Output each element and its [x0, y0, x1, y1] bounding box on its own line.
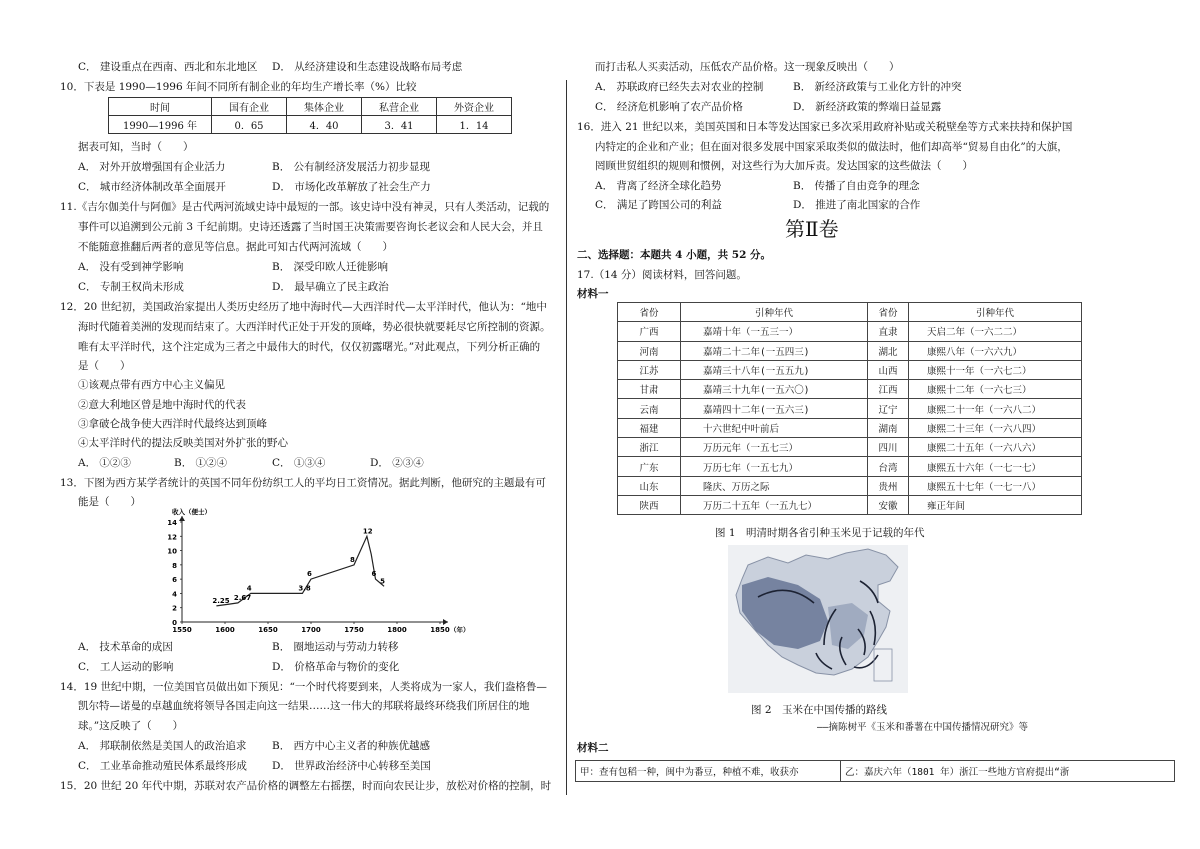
q16-option-d: D． 推进了南北国家的合作 — [793, 199, 921, 211]
province-cell: 台湾 — [868, 457, 909, 476]
year-cell: 隆庆、万历之际 — [681, 476, 868, 495]
x-tick-label: 1750 — [344, 626, 364, 634]
province-cell: 湖南 — [868, 418, 909, 437]
x-tick-label: 1550 — [172, 626, 192, 634]
q11-option-a: A． 没有受到神学影响 — [78, 261, 184, 273]
data-label: 5 — [380, 577, 385, 586]
table-row — [618, 380, 1082, 399]
year-cell: 嘉靖十年（一五三一） — [681, 322, 868, 341]
q14-option-a: A． 邦联制依然是美国人的政治追求 — [78, 740, 247, 752]
q13-option-a: A． 技术革命的成因 — [78, 641, 173, 653]
y-tick-label: 10 — [167, 547, 177, 556]
table-row — [618, 418, 1082, 437]
wage-line-chart — [160, 508, 470, 640]
table-header-cell: 集体企业 — [287, 98, 362, 116]
data-label: 2.67 — [233, 593, 252, 602]
province-cell: 山东 — [618, 476, 681, 495]
q15-option-d: D． 新经济政策的弊端日益显露 — [793, 101, 942, 113]
x-axis-label: （年） — [450, 626, 470, 634]
province-cell: 河南 — [618, 341, 681, 360]
q16-option-b: B． 传播了自由竞争的理念 — [793, 180, 920, 192]
q10-option-b: B． 公有制经济发展活力初步显现 — [272, 161, 431, 173]
q12-item-2: ②意大利地区曾是地中海时代的代表 — [78, 399, 246, 411]
province-cell: 福建 — [618, 418, 681, 437]
table-row — [618, 322, 1082, 341]
x-tick-label: 1800 — [387, 626, 407, 634]
q12-line-2: 海时代随着美洲的发现而结束了。大西洋时代正处于开发的顶峰，势必很快就要耗尽它所控制的资源。 — [78, 321, 551, 333]
china-corn-route-map — [728, 545, 908, 693]
corn-introduction-table — [617, 302, 1082, 515]
data-label: 8 — [350, 555, 355, 564]
data-label: 6 — [371, 570, 377, 579]
q14-option-b: B． 西方中心主义者的种族优越感 — [272, 740, 431, 752]
table-cell: 乙：嘉庆六年（1801 年）浙江一些地方官府提出“浙 — [841, 761, 1175, 782]
province-cell: 甘肃 — [618, 380, 681, 399]
q14-option-d: D． 世界政治经济中心转移至美国 — [272, 760, 431, 772]
y-axis-arrow — [179, 516, 185, 521]
y-tick-label: 6 — [172, 576, 177, 585]
province-cell: 广西 — [618, 322, 681, 341]
q12-option-b: B． ①②④ — [174, 457, 228, 469]
province-cell: 广东 — [618, 457, 681, 476]
province-cell: 云南 — [618, 399, 681, 418]
q13-option-c: C． 工人运动的影响 — [78, 661, 174, 673]
q14-line-3: 球。”这反映了（ ） — [78, 720, 184, 732]
figure-1-caption: 图 1 明清时期各省引种玉米见于记载的年代 — [715, 527, 925, 539]
table-header-cell: 私营企业 — [362, 98, 437, 116]
q11-option-b: B． 深受印欧人迁徙影响 — [272, 261, 389, 273]
year-cell: 万历七年（一五七九） — [681, 457, 868, 476]
q11-option-c: C． 专制王权尚未形成 — [78, 281, 184, 293]
q17-stem: 17.（14 分）阅读材料，回答问题。 — [577, 269, 747, 281]
q9-option-d: D． 从经济建设和生态建设战略布局考虑 — [272, 61, 463, 73]
year-cell: 十六世纪中叶前后 — [681, 418, 868, 437]
q14-option-c: C． 工业革命推动殖民体系最终形成 — [78, 760, 247, 772]
q9-option-c: C． 建设重点在西南、西北和东北地区 — [78, 61, 258, 73]
province-cell: 山西 — [868, 360, 909, 379]
q10-option-c: C． 城市经济体制改革全面展开 — [78, 181, 226, 193]
q12-item-3: ③拿破仑战争使大西洋时代最终达到顶峰 — [78, 418, 267, 430]
province-cell: 四川 — [868, 438, 909, 457]
table-header-cell: 省份 — [868, 303, 909, 322]
x-tick-label: 1700 — [301, 626, 321, 634]
q15-option-a: A． 苏联政府已经失去对农业的控制 — [595, 81, 764, 93]
data-label: 2.25 — [212, 596, 230, 605]
year-cell: 万历二十五年（一五九七） — [681, 495, 868, 514]
y-tick-label: 4 — [172, 590, 177, 599]
y-tick-label: 8 — [172, 561, 177, 570]
table-row — [109, 116, 512, 134]
year-cell: 嘉靖四十二年(一五六三) — [681, 399, 868, 418]
table-cell: 甲：查有包稻一种，闽中为番豆，种植不难，收获亦 — [576, 761, 841, 782]
table-header-cell: 外资企业 — [437, 98, 512, 116]
province-cell: 浙江 — [618, 438, 681, 457]
q11-line-2: 事件可以追溯到公元前 3 千纪前期。史诗还透露了当时国王决策需要咨询长老议会和人民大会，并且 — [78, 221, 543, 233]
q11-line-3: 不能随意推翻后两者的意见等信息。据此可知古代两河流域（ ） — [78, 241, 393, 253]
q15-option-c: C． 经济危机影响了农产品价格 — [595, 101, 743, 113]
q13-option-d: D． 价格革命与物价的变化 — [272, 661, 400, 673]
q12-option-c: C． ①③④ — [272, 457, 326, 469]
material-two-table — [575, 760, 1175, 782]
q10-option-d: D． 市场化改革解放了社会生产力 — [272, 181, 431, 193]
q15-continuation: 而打击私人买卖活动，压低农产品价格。这一现象反映出（ ） — [595, 61, 900, 73]
q10-table — [108, 97, 512, 134]
material-two-label: 材料二 — [577, 742, 609, 754]
table-cell: 0．65 — [212, 116, 287, 134]
table-header-cell: 国有企业 — [212, 98, 287, 116]
table-header-cell: 引种年代 — [681, 303, 868, 322]
province-cell: 贵州 — [868, 476, 909, 495]
year-cell: 康熙二十五年（一六八六） — [909, 438, 1082, 457]
x-tick-label: 1850 — [430, 626, 450, 634]
province-cell: 江苏 — [618, 360, 681, 379]
province-cell: 江西 — [868, 380, 909, 399]
year-cell: 嘉靖三十九年(一五六〇) — [681, 380, 868, 399]
table-cell: 1990—1996 年 — [109, 116, 212, 134]
year-cell: 康熙五十六年（一七一七） — [909, 457, 1082, 476]
table-row — [109, 98, 512, 116]
q12-item-1: ①该观点带有西方中心主义偏见 — [78, 379, 225, 391]
column-divider — [566, 80, 567, 795]
figure-2-caption: 图 2 玉米在中国传播的路线 — [751, 704, 888, 716]
q12-option-a: A． ①②③ — [78, 457, 131, 469]
table-row — [618, 438, 1082, 457]
year-cell: 天启二年（一六二二） — [909, 322, 1082, 341]
q16-line-3: 罔顾世贸组织的规则和惯例，对这些行为大加斥责。发达国家的这些做法（ ） — [595, 160, 973, 172]
q15-option-b: B． 新经济政策与工业化方针的冲突 — [793, 81, 962, 93]
table-row — [576, 761, 1175, 782]
part-two-title: 第Ⅱ卷 — [785, 217, 839, 241]
q12-option-d: D． ②③④ — [370, 457, 424, 469]
q16-option-a: A． 背离了经济全球化趋势 — [595, 180, 722, 192]
table-row — [618, 476, 1082, 495]
table-header-cell: 引种年代 — [909, 303, 1082, 322]
table-row — [618, 457, 1082, 476]
table-row — [618, 399, 1082, 418]
q16-option-c: C． 满足了跨国公司的利益 — [595, 199, 722, 211]
x-tick-label: 1650 — [258, 626, 278, 634]
year-cell: 万历元年（一五七三） — [681, 438, 868, 457]
q14-line-1: 14．19 世纪中期，一位美国官员做出如下预见：“一个时代将要到来，人类将成为一家人，我们盎格鲁— — [60, 681, 547, 693]
q12-line-3: 唯有太平洋时代，这个注定成为三者之中最伟大的时代，仅仅初露曙光。”对此观点，下列分析正确的 — [78, 341, 541, 353]
year-cell: 嘉靖三十八年(一五五九) — [681, 360, 868, 379]
province-cell: 湖北 — [868, 341, 909, 360]
y-axis-label: 收入（便士） — [172, 508, 211, 516]
y-tick-label: 14 — [167, 519, 177, 527]
data-label: 6 — [307, 570, 312, 579]
section-two-heading: 二、选择题：本题共 4 小题，共 52 分。 — [577, 249, 772, 261]
q12-line-1: 12．20 世纪初，美国政治家提出人类历史经历了地中海时代—大西洋时代—太平洋时代，他认为：“地中 — [60, 301, 547, 313]
q10-option-a: A． 对外开放增强国有企业活力 — [78, 161, 226, 173]
source-citation: ——摘陈树平《玉米和番薯在中国传播情况研究》等 — [817, 722, 1028, 733]
q11-option-d: D． 最早确立了民主政治 — [272, 281, 389, 293]
q13-option-b: B． 圈地运动与劳动力转移 — [272, 641, 399, 653]
q11-line-1: 11.《吉尔伽美什与阿伽》是古代两河流域史诗中最短的一部。该史诗中没有神灵，只有人类活动，记载的 — [60, 201, 550, 213]
q14-line-2: 凯尔特—诺曼的卓越血统将领导各国走向这一结果……这一伟大的邦联将最终环绕我们所居住的地 — [78, 700, 530, 712]
q13-line-2: 能是（ ） — [78, 496, 141, 508]
y-tick-label: 0 — [172, 619, 177, 627]
table-row — [618, 341, 1082, 360]
table-row — [618, 495, 1082, 514]
q12-line-4: 是（ ） — [78, 360, 131, 372]
q16-line-1: 16．进入 21 世纪以来，美国英国和日本等发达国家已多次采用政府补贴或关税壁垒等方式来扶持和保护国 — [577, 121, 1073, 133]
province-cell: 直隶 — [868, 322, 909, 341]
y-tick-label: 12 — [167, 533, 177, 542]
material-one-label: 材料一 — [577, 288, 609, 300]
x-tick-label: 1600 — [215, 626, 235, 634]
table-header-cell: 时间 — [109, 98, 212, 116]
data-label: 3.8 — [298, 584, 311, 593]
province-cell: 安徽 — [868, 495, 909, 514]
year-cell: 康熙十二年（一六七三） — [909, 380, 1082, 399]
q16-line-2: 内特定的企业和产业；但在面对很多发展中国家采取类似的做法时，他们却高举“贸易自由化”的大旗， — [595, 141, 1068, 153]
year-cell: 雍正年间 — [909, 495, 1082, 514]
year-cell: 康熙五十七年（一七一八） — [909, 476, 1082, 495]
province-cell: 陕西 — [618, 495, 681, 514]
q13-line-1: 13．下图为西方某学者统计的英国不同年份纺织工人的平均日工资情况。据此判断，他研究的主题最有可 — [60, 477, 546, 489]
table-header-cell: 省份 — [618, 303, 681, 322]
table-cell: 1．14 — [437, 116, 512, 134]
table-row — [618, 360, 1082, 379]
year-cell: 康熙八年（一六六九） — [909, 341, 1082, 360]
table-header-row — [618, 303, 1082, 322]
q12-item-4: ④太平洋时代的提法反映美国对外扩张的野心 — [78, 437, 288, 449]
q10-stem: 10．下表是 1990—1996 年间不同所有制企业的年均生产增长率（%）比较 — [60, 81, 417, 93]
q10-after: 据表可知，当时（ ） — [78, 141, 194, 153]
y-tick-label: 2 — [172, 604, 177, 613]
year-cell: 康熙二十一年（一六八二） — [909, 399, 1082, 418]
table-cell: 4．40 — [287, 116, 362, 134]
q15-line-1: 15．20 世纪 20 年代中期，苏联对农产品价格的调整左右摇摆，时而向农民让步，放松对价格的控制，时 — [60, 780, 552, 792]
data-label: 4 — [246, 584, 252, 593]
year-cell: 康熙十一年（一六七二） — [909, 360, 1082, 379]
data-label: 12 — [362, 527, 373, 536]
year-cell: 嘉靖二十二年(一五四三) — [681, 341, 868, 360]
x-axis-arrow — [443, 619, 448, 625]
year-cell: 康熙二十三年（一六八四） — [909, 418, 1082, 437]
province-cell: 辽宁 — [868, 399, 909, 418]
table-cell: 3．41 — [362, 116, 437, 134]
